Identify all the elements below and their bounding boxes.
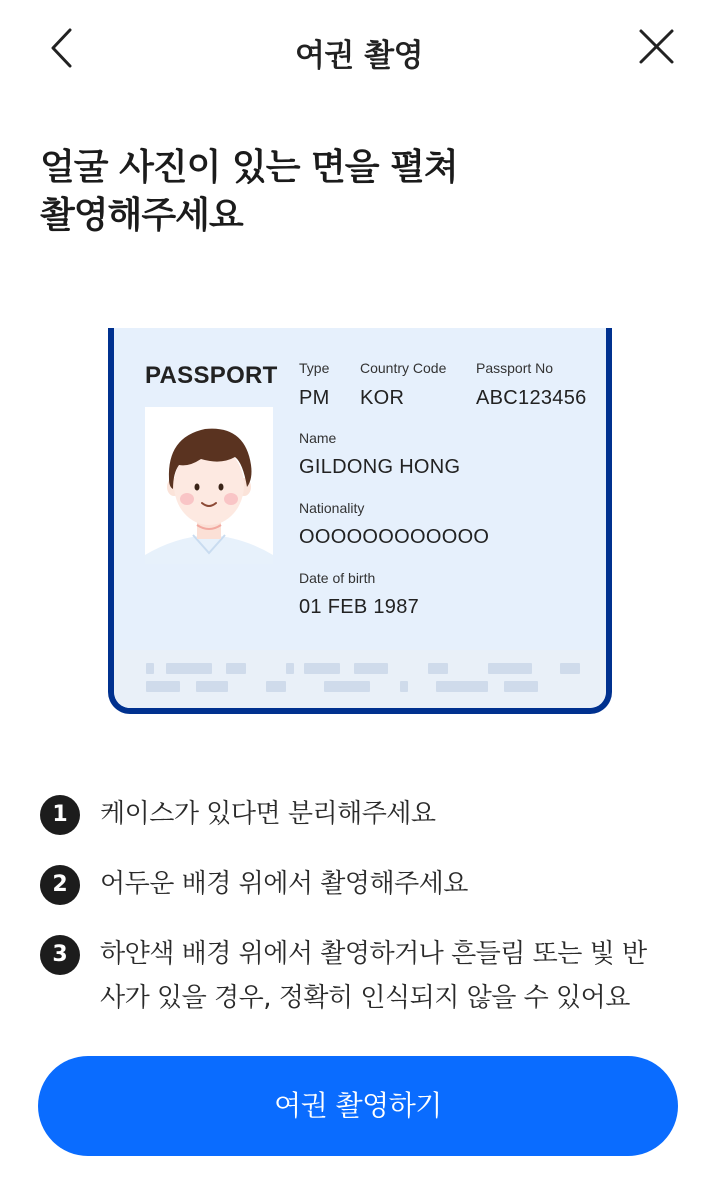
date-of-birth-label: Date of birth [299, 570, 376, 586]
passport-illustration [108, 328, 612, 714]
mrz-mark [146, 681, 180, 692]
mrz-mark [166, 663, 212, 674]
passport-no-value: ABC123456 [476, 387, 587, 409]
name-label: Name [299, 430, 337, 446]
name-value: GILDONG HONG [299, 456, 461, 478]
machine-readable-zone [114, 650, 606, 708]
nationality-label: Nationality [299, 500, 365, 516]
page-title: 여권 촬영 [294, 38, 424, 74]
close-icon [632, 24, 680, 72]
mrz-mark [354, 663, 388, 674]
header-bar [0, 0, 718, 100]
take-passport-photo-button[interactable]: 여권 촬영하기 [38, 1056, 678, 1156]
tip-text: 케이스가 있다면 분리해주세요 [100, 799, 436, 829]
mrz-mark [560, 663, 580, 674]
mrz-mark [146, 663, 154, 674]
close-button[interactable] [632, 24, 680, 72]
headline-line-2: 촬영해주세요 [40, 195, 243, 236]
mrz-mark [488, 663, 532, 674]
type-value: PM [299, 387, 330, 409]
mrz-mark [400, 681, 408, 692]
tip-text: 하얀색 배경 위에서 촬영하거나 흔들림 또는 빛 반사가 있을 경우, 정확히 인식되지 않을 수 있어요 [100, 939, 647, 1013]
passport-no-label: Passport No [476, 360, 554, 376]
instruction-headline [40, 144, 680, 240]
mrz-mark [266, 681, 286, 692]
date-of-birth-value: 01 FEB 1987 [299, 596, 420, 618]
country-code-value: KOR [360, 387, 405, 409]
tip-number-badge: 3 [40, 935, 80, 975]
mrz-mark [196, 681, 228, 692]
mrz-mark [304, 663, 340, 674]
mrz-mark [428, 663, 448, 674]
country-code-label: Country Code [360, 360, 447, 376]
person-avatar-icon [145, 407, 273, 564]
headline-line-1: 얼굴 사진이 있는 면을 펼쳐 [40, 147, 458, 188]
passport-photo [145, 407, 273, 564]
mrz-mark [436, 681, 488, 692]
passport-label: PASSPORT [145, 362, 278, 389]
mrz-mark [324, 681, 370, 692]
mrz-mark [226, 663, 246, 674]
tip-number-badge: 2 [40, 865, 80, 905]
mrz-mark [504, 681, 538, 692]
nationality-value: OOOOOOOOOOOO [299, 526, 490, 548]
mrz-mark [286, 663, 294, 674]
tip-number-badge: 1 [40, 795, 80, 835]
tip-text: 어두운 배경 위에서 촬영해주세요 [100, 869, 468, 899]
type-label: Type [299, 360, 330, 376]
